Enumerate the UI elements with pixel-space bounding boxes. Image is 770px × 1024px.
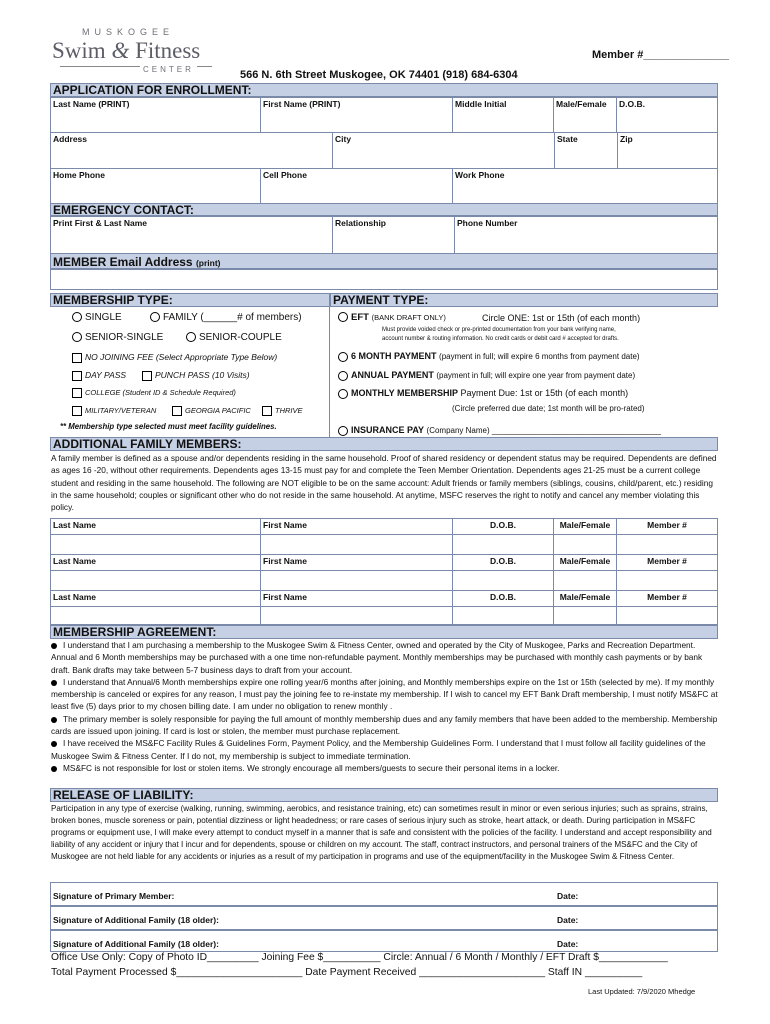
liability-header: RELEASE OF LIABILITY:: [50, 788, 718, 802]
emergency-relationship-field[interactable]: Relationship: [333, 217, 455, 254]
radio-icon: [338, 352, 348, 362]
signature-primary[interactable]: Signature of Primary Member: Date:: [50, 882, 718, 906]
family-col-first: First Name: [261, 519, 453, 535]
office-use-line-1: Office Use Only: Copy of Photo ID_________ Joining Fee $__________ Circle: Annual / 6 Month / Monthly / EFT Draft $____________: [51, 952, 668, 963]
liability-text: Participation in any type of exercise (walking, running, swimming, aerobics, and resistance training, etc) can sometimes result in minor or even serious injuries; such as sprains, strains, broken bones, muscle soreness or pain, potential dizziness or light headedness; or rare cases of serious injury such as stroke, heart attack, or death. During participation in MS&FC programs or equipment use, I will make every attempt to conduct myself in a manner that is safe and consistent with the policies of the facility. I understand and accept responsibility and liability of any accident or injury that I incur and for dependents, spouse or children on my account. The staff, contract instructors, and personal trainers of the MS&FC and the City of Muskogee are not held liable for any accidents or injuries as a result of my participation in programs and use of the equipment/facility in the Muskogee Swim & Fitness Center.: [51, 804, 712, 861]
radio-icon: [338, 389, 348, 399]
zip-field[interactable]: Zip: [618, 133, 718, 169]
additional-family-header: ADDITIONAL FAMILY MEMBERS:: [50, 437, 718, 451]
email-header: MEMBER Email Address (print): [50, 253, 718, 269]
payment-type-header: PAYMENT TYPE:: [330, 293, 718, 307]
type-divider: [329, 293, 330, 438]
gender-field[interactable]: Male/Female: [554, 98, 617, 133]
emergency-table: [50, 216, 718, 254]
address-table: [50, 132, 718, 169]
radio-icon: [72, 312, 82, 322]
checkbox-icon: [262, 406, 272, 416]
option-college[interactable]: COLLEGE (Student ID & Schedule Required): [72, 387, 236, 399]
bullet-icon: [51, 680, 57, 686]
radio-icon: [338, 312, 348, 322]
option-punch-pass[interactable]: PUNCH PASS (10 Visits): [142, 369, 250, 381]
checkbox-icon: [172, 406, 182, 416]
payment-insurance[interactable]: INSURANCE PAY (Company Name) ______________________________________: [338, 424, 661, 437]
family-col-gender: Male/Female: [554, 555, 617, 571]
signature-additional-2[interactable]: Signature of Additional Family (18 older): Date:: [50, 930, 718, 952]
city-field[interactable]: City: [333, 133, 555, 169]
family-col-gender: Male/Female: [554, 519, 617, 535]
family-table: [50, 518, 718, 625]
option-military[interactable]: MILITARY/VETERAN: [72, 405, 156, 417]
bullet-icon: [51, 643, 57, 649]
option-georgia-pacific[interactable]: GEORGIA PACIFIC: [172, 405, 251, 417]
family-col-last: Last Name: [51, 555, 261, 571]
checkbox-icon: [72, 353, 82, 363]
emergency-name-field[interactable]: Print First & Last Name: [51, 217, 333, 254]
option-no-joining-fee[interactable]: NO JOINING FEE (Select Appropriate Type Below): [72, 351, 277, 363]
agreement-header: MEMBERSHIP AGREEMENT:: [50, 625, 718, 639]
option-family[interactable]: FAMILY (______# of members): [150, 312, 302, 324]
logo-subtext: CENTER: [140, 65, 197, 74]
additional-family-text: A family member is defined as a spouse and/or dependents residing in the same household. Proof of shared residency or dependent status may be required. Dependents are defined as ages 16 -20, without other requirements. Dependents ages 13-15 must pay for and complete the Teen Member Orientation. Dependents ages 21-25 must be a current college student and residing in the same household. The following are NOT eligible to be on the same account: Adult friends or family members (siblings, cousins, child/parent, etc.) residing in the same household; couples or significant other who do not reside in the same household. At anytime, MSFC reserves the right to notify and cancel any member violating this policy.: [51, 453, 717, 513]
radio-icon: [186, 332, 196, 342]
family-col-gender: Male/Female: [554, 591, 617, 607]
payment-eft[interactable]: EFT (BANK DRAFT ONLY): [338, 312, 446, 324]
checkbox-icon: [72, 388, 82, 398]
payment-monthly[interactable]: MONTHLY MEMBERSHIP Payment Due: 1st or 15th (of each month): [338, 387, 628, 399]
office-use-line-2: Total Payment Processed $______________________ Date Payment Received ______________________ Staff IN __________: [51, 967, 643, 978]
membership-type-header: MEMBERSHIP TYPE:: [50, 293, 330, 307]
last-name-field[interactable]: Last Name (PRINT): [51, 98, 261, 133]
option-single[interactable]: SINGLE: [72, 312, 122, 324]
home-phone-field[interactable]: Home Phone: [51, 169, 261, 204]
checkbox-icon: [72, 406, 82, 416]
bullet-icon: [51, 717, 57, 723]
family-col-dob: D.O.B.: [453, 591, 554, 607]
logo-top-text: MUSKOGEE: [82, 27, 175, 37]
member-number-field[interactable]: Member #______________: [592, 49, 730, 61]
enrollment-header: APPLICATION FOR ENROLLMENT:: [50, 83, 718, 97]
eft-fine-print-1: Must provide voided check or pre-printed documentation from your bank verifying name,: [382, 327, 616, 333]
agreement-list: [51, 639, 719, 774]
agreement-item: I have received the MS&FC Facility Rules & Guidelines Form, Payment Policy, and the Membership Guidelines Form. I understand that I must follow all facility guidelines of the Muskogee Swim & Fitness Center. If I do not, my membership is subject to immediate termination.: [51, 738, 706, 761]
last-updated: Last Updated: 7/9/2020 Mhedge: [588, 987, 696, 996]
state-field[interactable]: State: [555, 133, 618, 169]
table-row: [51, 607, 718, 625]
agreement-item: I understand that Annual/6 Month memberships expire one rolling year/6 months after joining, and Monthly memberships expire on the 1st or 15th (selected by me). If my monthly membership is canceled or expires for any reason, I must pay the joining fee to re-instate my membership. If I wish to cancel my EFT Bank Draft membership, I must notify MS&FC at least five (5) days prior to my chosen billing date. I am under no obligation to renew monthly .: [51, 676, 718, 712]
family-col-first: First Name: [261, 591, 453, 607]
radio-icon: [72, 332, 82, 342]
logo-wordmark: Swim & Fitness: [52, 38, 201, 63]
eft-fine-print-2: account number & routing information. No credit cards or debit card # accepted for drafts.: [382, 336, 619, 342]
signature-additional-1[interactable]: Signature of Additional Family (18 older): Date:: [50, 906, 718, 930]
address-field[interactable]: Address: [51, 133, 333, 169]
first-name-field[interactable]: First Name (PRINT): [261, 98, 453, 133]
eft-circle-date: Circle ONE: 1st or 15th (of each month): [482, 313, 641, 323]
checkbox-icon: [142, 371, 152, 381]
option-thrive[interactable]: THRIVE: [262, 405, 303, 417]
family-col-last: Last Name: [51, 591, 261, 607]
payment-six-month[interactable]: 6 MONTH PAYMENT (payment in full; will expire 6 months from payment date): [338, 350, 640, 363]
family-col-last: Last Name: [51, 519, 261, 535]
phone-table: [50, 168, 718, 204]
family-col-dob: D.O.B.: [453, 555, 554, 571]
bullet-icon: [51, 741, 57, 747]
bullet-icon: [51, 766, 57, 772]
family-col-dob: D.O.B.: [453, 519, 554, 535]
option-senior-single[interactable]: SENIOR-SINGLE: [72, 332, 163, 344]
emergency-phone-field[interactable]: Phone Number: [455, 217, 718, 254]
enrollment-table: [50, 97, 718, 133]
table-row: [51, 535, 718, 555]
table-row: [51, 571, 718, 591]
family-col-first: First Name: [261, 555, 453, 571]
payment-annual[interactable]: ANNUAL PAYMENT (payment in full; will expire one year from payment date): [338, 369, 635, 382]
dob-field[interactable]: D.O.B.: [617, 98, 718, 133]
option-day-pass[interactable]: DAY PASS: [72, 369, 126, 381]
family-col-member: Member #: [617, 519, 718, 535]
family-col-member: Member #: [617, 591, 718, 607]
monthly-note: (Circle preferred due date; 1st month will be pro-rated): [452, 404, 645, 413]
membership-note: ** Membership type selected must meet facility guidelines.: [60, 422, 277, 431]
email-field[interactable]: [50, 269, 718, 290]
radio-icon: [338, 371, 348, 381]
agreement-item: The primary member is solely responsible for paying the full amount of monthly membership dues and any family members that have been added to the membership. Membership cards are issued upon joining. If card is lost or stolen, the member must purchase replacement.: [51, 713, 718, 737]
radio-icon: [150, 312, 160, 322]
agreement-item: MS&FC is not responsible for lost or stolen items. We strongly encourage all members/guests to secure their personal items in a locker.: [51, 762, 719, 774]
option-senior-couple[interactable]: SENIOR-COUPLE: [186, 332, 282, 344]
middle-initial-field[interactable]: Middle Initial: [453, 98, 554, 133]
agreement-item: I understand that I am purchasing a membership to the Muskogee Swim & Fitness Center, owned and operated by the City of Muskogee, Parks and Recreation Department. Annual and 6 Month memberships may be purchased with a one time non-refundable payment. Monthly memberships may be purchased with monthly cash payments or by bank draft. Bank drafts may take between 5-7 business days to draft from your account.: [51, 640, 703, 675]
work-phone-field[interactable]: Work Phone: [453, 169, 718, 204]
radio-icon: [338, 426, 348, 436]
facility-address: 566 N. 6th Street Muskogee, OK 74401 (918) 684-6304: [240, 69, 518, 81]
cell-phone-field[interactable]: Cell Phone: [261, 169, 453, 204]
checkbox-icon: [72, 371, 82, 381]
family-col-member: Member #: [617, 555, 718, 571]
emergency-header: EMERGENCY CONTACT:: [50, 203, 718, 216]
